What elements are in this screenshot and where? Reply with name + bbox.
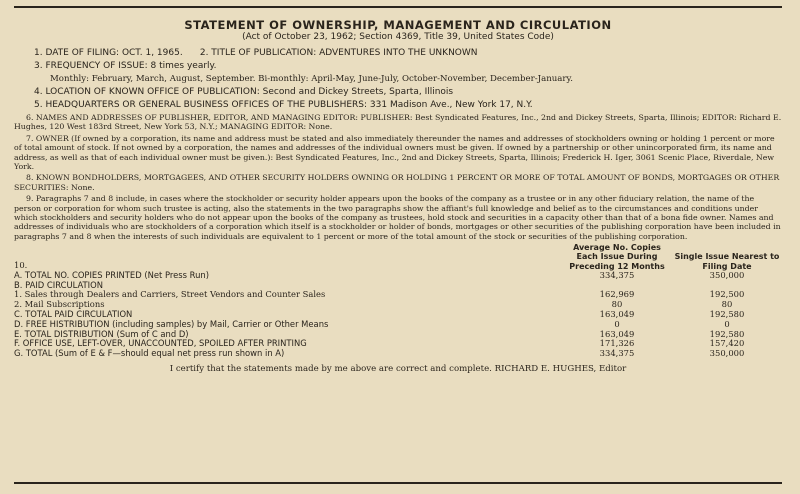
page-title: STATEMENT OF OWNERSHIP, MANAGEMENT AND CIRCULATION — [184, 18, 612, 32]
row-single: 192,580 — [709, 309, 745, 320]
item-names-addresses: 6. NAMES AND ADDRESSES OF PUBLISHER, EDITOR, AND MANAGING EDITOR: PUBLISHER: Best Syndicated Features, Inc., 2nd and Dickey Streets, Sparta, Illinois; EDITOR: Richard E. Hughes, 120 West 183rd Street, New York 53, N.Y.; MANAGING EDITOR: None. — [14, 113, 782, 132]
row-single: 80 — [721, 299, 733, 310]
row-label: D. FREE HISTRIBUTION (including samples) by Mail, Carrier or Other Means — [14, 318, 329, 329]
certification-line: I certify that the statements made by me above are correct and complete. RICHARD E. HUGHES, Editor — [169, 364, 627, 375]
row-single: 192,580 — [709, 328, 745, 339]
row-label: F. OFFICE USE, LEFT-OVER, UNACCOUNTED, SPOILED AFTER PRINTING — [14, 338, 307, 349]
table-row — [14, 290, 782, 300]
row-avg: 162,969 — [599, 289, 635, 300]
table-row — [14, 349, 782, 359]
item-frequency-detail: Monthly: February, March, August, September. Bi-monthly: April-May, June-July, October-November, December-January. — [50, 74, 573, 84]
item-frequency: 3. FREQUENCY OF ISSUE: 8 times yearly. — [34, 61, 217, 71]
row-avg: 334,375 — [599, 348, 635, 359]
row-avg: 0 — [614, 318, 620, 329]
table-row — [14, 271, 782, 281]
row-label: 1. Sales through Dealers and Carriers, Street Vendors and Counter Sales — [14, 289, 326, 300]
item-location: 4. LOCATION OF KNOWN OFFICE OF PUBLICATION: Second and Dickey Streets, Sparta, Illinois — [34, 87, 454, 97]
circulation-header-row — [14, 243, 782, 271]
item-date-of-filing: 1. DATE OF FILING: OCT. 1, 1965. — [34, 48, 183, 58]
item-1-2-line — [14, 48, 782, 59]
bottom-rule — [14, 482, 782, 484]
row-single: 192,500 — [709, 289, 745, 300]
circulation-number: 10. — [14, 260, 28, 271]
row-single: 350,000 — [709, 348, 745, 359]
row-label: G. TOTAL (Sum of E & F—should equal net press run shown in A) — [14, 348, 285, 359]
circulation-table — [14, 243, 782, 359]
row-single: 0 — [724, 318, 730, 329]
row-label: B. PAID CIRCULATION — [14, 279, 103, 290]
item-headquarters: 5. HEADQUARTERS OR GENERAL BUSINESS OFFICES OF THE PUBLISHERS: 331 Madison Ave., New York 17, N.Y. — [34, 100, 533, 110]
row-avg: 163,049 — [599, 328, 635, 339]
item-paragraph-9: 9. Paragraphs 7 and 8 include, in cases where the stockholder or security holder appears upon the books of the company as a trustee or in any other fiduciary relation, the name of the person or corporation for whom such trustee is acting, also the statements in the two paragraphs show the affiant's full knowledge and belief as to the circumstances and conditions under which stockholders and security holders who do not appear upon the books of the company as trustees, hold stock and securities in a capacity other than that of a bona fide owner. Names and addresses of individuals who are stockholders of a corporation which itself is a stockholder or holder of bonds, mortgages or other securities of the publishing corporation have been included in paragraphs 7 and 8 when the interests of such individuals are equivalent to 1 percent or more of the total amount of the stock or securities of the publishing corporation. — [14, 194, 781, 241]
row-label: 2. Mail Subscriptions — [14, 299, 105, 310]
row-avg: 163,049 — [599, 309, 635, 320]
row-avg: 171,326 — [599, 338, 635, 349]
row-single: 350,000 — [709, 269, 745, 280]
page-subtitle: (Act of October 23, 1962; Section 4369, Title 39, United States Code) — [242, 32, 554, 42]
row-label: A. TOTAL NO. COPIES PRINTED (Net Press Run) — [14, 269, 209, 280]
row-label: C. TOTAL PAID CIRCULATION — [14, 309, 133, 320]
single-issue-header: Single Issue Nearest to Filing Date — [674, 252, 780, 271]
avg-copies-header: Average No. Copies Each Issue During Preceding 12 Months — [569, 243, 665, 271]
item-owner: 7. OWNER (If owned by a corporation, its name and address must be stated and also immediately thereunder the names and addresses of stockholders owning or holding 1 percent or more of total amount of stock. If not owned by a corporation, the names and addresses of the individual owners must be given. If owned by a partnership or other unincorporated firm, its name and address, as well as that of each individual owner must be given.): Best Syndicated Features, Inc., 2nd and Dickey Streets, Sparta, Illinois; Frederick H. Iger, 3061 Scenic Place, Riverdale, New York. — [14, 133, 775, 172]
row-single: 157,420 — [709, 338, 745, 349]
item-title-of-publication: 2. TITLE OF PUBLICATION: ADVENTURES INTO THE UNKNOWN — [199, 48, 478, 58]
top-rule — [14, 6, 782, 8]
row-label: E. TOTAL DISTRIBUTION (Sum of C and D) — [14, 328, 189, 339]
row-avg: 334,375 — [599, 269, 635, 280]
row-avg: 80 — [611, 299, 623, 310]
item-bondholders: 8. KNOWN BONDHOLDERS, MORTGAGEES, AND OTHER SECURITY HOLDERS OWNING OR HOLDING 1 PERCENT OR MORE OF TOTAL AMOUNT OF BONDS, MORTGAGES OR OTHER SECURITIES: None. — [14, 173, 780, 192]
